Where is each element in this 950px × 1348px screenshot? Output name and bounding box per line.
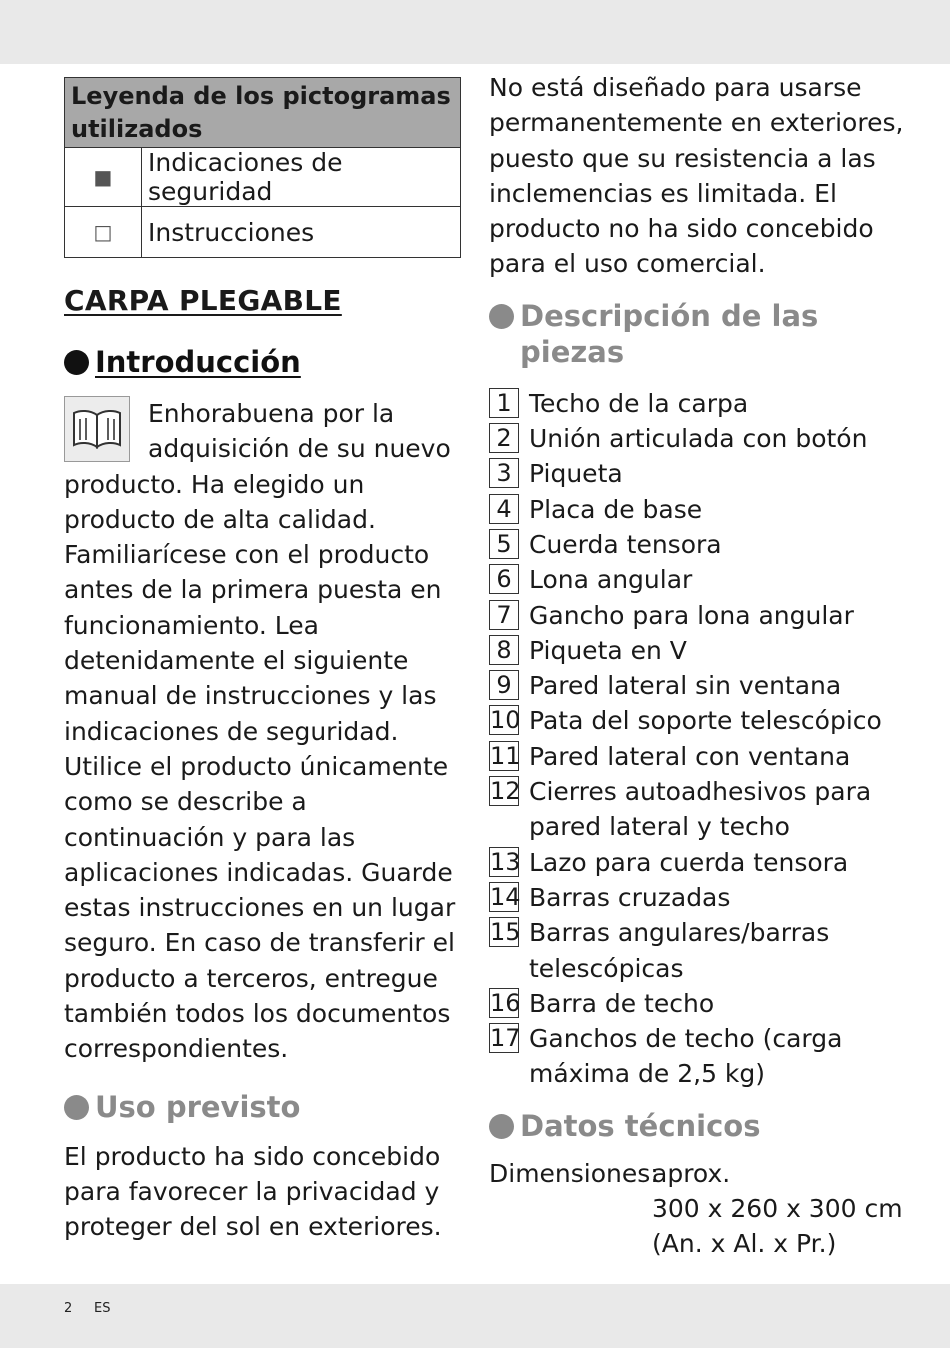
part-label: Pared lateral con ventana	[529, 741, 851, 771]
list-item	[489, 915, 929, 986]
empty-square-icon: □	[65, 207, 142, 258]
part-label: Pared lateral sin ventana	[529, 671, 842, 701]
legend-row	[65, 207, 461, 258]
dimensions-row	[489, 1156, 929, 1262]
list-item	[489, 703, 929, 738]
parts-heading	[489, 298, 929, 370]
list-item	[489, 845, 929, 880]
list-item	[489, 562, 929, 597]
list-item	[489, 880, 929, 915]
part-label: Barras angulares/barras telescópicas	[529, 918, 830, 983]
part-label: Piqueta en V	[529, 635, 687, 665]
introduction-text: Enhorabuena por la adquisición de su nuevo producto. Ha elegido un producto de alta calidad. Familiarícese con el producto antes de la primera puesta en funcionamiento. Lea detenidamente el siguiente manual de instrucciones y las indicaciones de seguridad. Utilice el producto únicamente como se describe a continuación y para las aplicaciones indicadas. Guarde estas instrucciones en un lugar seguro. En caso de transferir el producto a terceros, entregue también todos los documentos correspondientes.	[64, 399, 456, 1064]
intended-use-text: El producto ha sido concebido para favorecer la privacidad y proteger del sol en exteriores.	[64, 1141, 442, 1242]
legend-row	[65, 148, 461, 207]
right-column	[489, 70, 929, 1262]
parts-list	[489, 386, 929, 1092]
list-item	[489, 986, 929, 1021]
part-number: 13	[490, 847, 521, 876]
part-number: 5	[489, 529, 519, 559]
dimensions-values	[652, 1156, 903, 1262]
part-label: Lazo para cuerda tensora	[529, 847, 849, 877]
part-label: Piqueta	[529, 459, 623, 489]
part-number: 4	[489, 494, 519, 524]
heading-label: Introducción	[95, 345, 301, 379]
dimensions-line: aprox.	[652, 1158, 731, 1188]
list-item	[489, 421, 929, 456]
list-item	[489, 633, 929, 668]
part-label: Barra de techo	[529, 988, 715, 1018]
part-label: Gancho para lona angular	[529, 600, 854, 630]
part-number: 17	[490, 1024, 521, 1053]
list-item	[489, 668, 929, 703]
heading-label: Datos técnicos	[520, 1108, 761, 1143]
part-number: 6	[489, 564, 519, 594]
part-number: 7	[489, 600, 519, 630]
legend-title: Leyenda de los pictogramas utilizados	[65, 78, 461, 148]
page-number: 2	[64, 1301, 73, 1316]
list-item	[489, 492, 929, 527]
list-item	[489, 1021, 929, 1092]
heading-label: Descripción de las piezas	[520, 298, 819, 369]
bullet-dot-icon	[489, 304, 514, 329]
list-item	[489, 456, 929, 491]
dimensions-line: (An. x Al. x Pr.)	[652, 1229, 837, 1259]
bullet-dot-icon	[489, 1114, 514, 1139]
legend-label: Indicaciones de seguridad	[142, 148, 461, 207]
part-label: Ganchos de techo (carga máxima de 2,5 kg)	[529, 1024, 843, 1089]
list-item	[489, 774, 929, 845]
dimensions-label: Dimensiones:	[489, 1158, 659, 1188]
part-number: 8	[489, 635, 519, 665]
filled-square-icon: ■	[65, 148, 142, 207]
part-number: 12	[490, 777, 521, 806]
list-item	[489, 527, 929, 562]
part-label: Barras cruzadas	[529, 882, 731, 912]
pictogram-legend-table	[64, 77, 461, 258]
part-number: 14	[490, 882, 521, 911]
page-title: CARPA PLEGABLE	[64, 284, 342, 317]
introduction-section	[64, 396, 464, 1067]
part-number: 3	[489, 458, 519, 488]
part-label: Pata del soporte telescópico	[529, 706, 882, 736]
part-number: 1	[489, 388, 519, 418]
bullet-dot-icon	[64, 1095, 89, 1120]
part-label: Placa de base	[529, 494, 703, 524]
bullet-dot-icon	[64, 350, 89, 375]
introduction-heading	[64, 344, 464, 380]
part-number: 9	[489, 670, 519, 700]
technical-data	[489, 1156, 929, 1262]
heading-label: Uso previsto	[95, 1089, 301, 1124]
part-label: Techo de la carpa	[529, 388, 749, 418]
part-label: Lona angular	[529, 565, 693, 595]
list-item	[489, 386, 929, 421]
part-number: 16	[490, 988, 521, 1017]
part-number: 11	[490, 741, 521, 770]
dimensions-line: 300 x 260 x 300 cm	[652, 1194, 903, 1224]
part-label: Cierres autoadhesivos para pared lateral y techo	[529, 777, 872, 842]
list-item	[489, 739, 929, 774]
part-number: 2	[489, 423, 519, 453]
open-book-icon	[64, 396, 130, 462]
intended-use-heading	[64, 1089, 464, 1125]
list-item	[489, 598, 929, 633]
intended-use-continuation: No está diseñado para usarse permanentemente en exteriores, puesto que su resistencia a las inclemencias es limitada. El producto no ha sido concebido para el uso comercial.	[489, 73, 904, 279]
legend-label: Instrucciones	[142, 207, 461, 258]
technical-data-heading	[489, 1108, 929, 1144]
part-number: 15	[490, 918, 521, 947]
bottom-margin-band	[0, 1284, 950, 1348]
part-number: 10	[490, 706, 521, 735]
part-label: Cuerda tensora	[529, 529, 722, 559]
left-column	[64, 77, 464, 1245]
top-margin-band	[0, 0, 950, 64]
language-code: ES	[94, 1301, 111, 1316]
part-label: Unión articulada con botón	[529, 424, 868, 454]
